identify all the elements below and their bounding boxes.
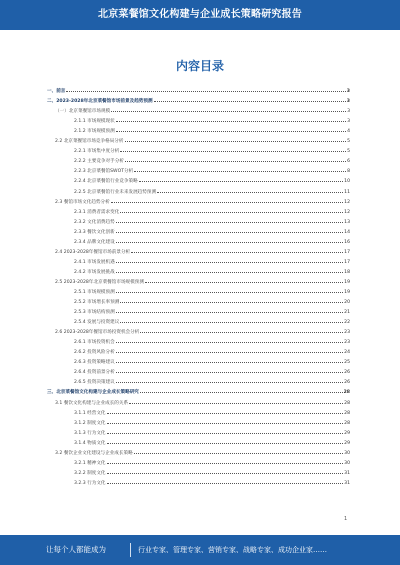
toc-leader-dots (120, 302, 343, 303)
toc-leader-dots (107, 413, 344, 414)
toc-leader-dots (116, 272, 343, 273)
toc-entry-page: 10 (344, 179, 350, 185)
toc-leader-dots (66, 91, 345, 92)
toc-entry-title: 2.2.1 市场集中度分析 (74, 149, 120, 155)
toc-entry[interactable] (47, 466, 350, 476)
toc-entry-page: 5 (347, 139, 350, 145)
toc-entry-title: 2.5.3 市场结构预测 (74, 310, 115, 316)
toc-entry-title: 3.2.2 制度文化 (74, 470, 106, 476)
toc-leader-dots (116, 262, 343, 263)
footer-slogan: 让每个人都能成为 (46, 545, 106, 554)
toc-leader-dots (107, 463, 344, 464)
toc-entry[interactable] (47, 325, 350, 335)
toc-entry-title: 3.1.2 制度文化 (74, 420, 106, 426)
toc-entry-title: 2.2.4 北京菜餐馆行业竞争策略 (74, 179, 138, 185)
toc-entry-page: 13 (344, 219, 350, 225)
toc-entry-title: （一）北京菜餐馆市场规模 (55, 109, 111, 115)
toc-entry[interactable] (47, 335, 350, 345)
toc-entry[interactable] (47, 84, 350, 94)
toc-entry-page: 17 (344, 249, 350, 255)
toc-entry-page: 28 (344, 420, 350, 426)
toc-entry-title: 二、2023-2028年北京菜餐馆市场前景及趋势预测 (47, 99, 153, 105)
toc-entry-page: 18 (344, 269, 350, 275)
toc-entry[interactable] (47, 365, 350, 375)
toc-leader-dots (120, 212, 343, 213)
toc-entry[interactable] (47, 416, 350, 426)
toc-entry[interactable] (47, 456, 350, 466)
toc-entry-title: 2.5 2023-2028年北京菜餐馆市场规模预测 (55, 279, 144, 285)
toc-leader-dots (140, 332, 343, 333)
toc-entry[interactable] (47, 275, 350, 285)
toc-leader-dots (145, 282, 343, 283)
toc-entry[interactable] (47, 195, 350, 205)
toc-entry-page: 30 (344, 460, 350, 466)
toc-leader-dots (154, 101, 346, 102)
toc-entry[interactable] (47, 315, 350, 325)
toc-entry-title: 3.1.4 物质文化 (74, 440, 106, 446)
toc-entry[interactable] (47, 174, 350, 184)
toc-entry-page: 29 (344, 430, 350, 436)
toc-leader-dots (116, 372, 343, 373)
toc-leader-dots (125, 161, 346, 162)
toc-entry-title: 2.1.2 市场规模预测 (74, 129, 115, 135)
toc-entry-title: 3.1.1 经营文化 (74, 410, 106, 416)
footer-tagline: 行业专家、管理专家、营销专家、战略专家、成功企业家…… (138, 546, 327, 554)
toc-entry-page: 21 (344, 310, 350, 316)
toc-entry-page: 31 (344, 480, 350, 486)
toc-entry-page: 19 (344, 279, 350, 285)
toc-entry-title: 2.3.4 品牌文化建设 (74, 239, 115, 245)
toc-entry-page: 3 (346, 99, 350, 105)
toc-entry-title: 3.2.3 行为文化 (74, 480, 106, 486)
toc-entry[interactable] (47, 94, 350, 104)
toc-entry-page: 8 (347, 169, 350, 175)
toc-entry-page: 12 (344, 199, 350, 205)
toc-entry-page: 26 (344, 380, 350, 386)
toc-entry[interactable] (47, 395, 350, 405)
toc-leader-dots (116, 292, 343, 293)
toc-entry-title: 2.4 2023-2028年餐馆市场前景分析 (55, 249, 131, 255)
toc-entry-page: 30 (344, 450, 350, 456)
toc-entry-title: 三、北京菜餐馆文化构建与企业成长策略研究 (47, 390, 139, 396)
toc-entry[interactable] (47, 355, 350, 365)
toc-entry-page: 16 (344, 239, 350, 245)
toc-entry[interactable] (47, 114, 350, 124)
toc-entry[interactable] (47, 345, 350, 355)
toc-leader-dots (116, 232, 343, 233)
toc-leader-dots (116, 121, 346, 122)
toc-entry-page: 6 (347, 159, 350, 165)
toc-entry-page: 24 (344, 350, 350, 356)
toc-leader-dots (134, 453, 343, 454)
toc-entry[interactable] (47, 426, 350, 436)
toc-entry[interactable] (47, 225, 350, 235)
toc-entry-page: 12 (344, 209, 350, 215)
toc-entry[interactable] (47, 436, 350, 446)
toc-entry-title: 3.1.3 行为文化 (74, 430, 106, 436)
toc-entry[interactable] (47, 295, 350, 305)
toc-entry-page: 28 (344, 410, 350, 416)
toc-entry[interactable] (47, 385, 350, 395)
toc-entry-title: 3.2.1 精神文化 (74, 460, 106, 466)
toc-entry-title: 2.5.4 发展与投资建议 (74, 320, 120, 326)
toc-leader-dots (120, 151, 346, 152)
toc-entry-page: 23 (344, 330, 350, 336)
top-banner (0, 0, 400, 30)
toc-entry-title: 2.5.1 市场规模预测 (74, 289, 115, 295)
toc-leader-dots (157, 192, 343, 193)
toc-entry[interactable] (47, 205, 350, 215)
toc-entry-page: 25 (344, 360, 350, 366)
toc-entry-title: 2.3.2 文化消费趋势 (74, 219, 115, 225)
toc-leader-dots (116, 242, 343, 243)
toc-leader-dots (107, 433, 344, 434)
toc-entry-title: 2.3 餐馆市场文化趋势分析 (55, 199, 110, 205)
toc-entry[interactable] (47, 235, 350, 245)
toc-leader-dots (111, 202, 343, 203)
toc-leader-dots (116, 312, 343, 313)
toc-entry-page: 28 (343, 390, 350, 396)
toc-entry-page: 17 (344, 259, 350, 265)
toc-leader-dots (134, 171, 346, 172)
toc-leader-dots (116, 131, 346, 132)
toc-entry-page: 19 (344, 289, 350, 295)
toc-entry-title: 2.3.3 餐饮文化创新 (74, 229, 115, 235)
toc-entry[interactable] (47, 285, 350, 295)
toc-entry-page: 14 (344, 229, 350, 235)
toc-leader-dots (107, 483, 344, 484)
toc-leader-dots (116, 342, 343, 343)
toc-entry-title: 2.6.5 投资决策建议 (74, 380, 115, 386)
toc-entry-title: 2.6.1 市场投资机会 (74, 340, 115, 346)
toc-entry[interactable] (47, 134, 350, 144)
toc-entry-page: 31 (344, 470, 350, 476)
toc-leader-dots (116, 222, 343, 223)
toc-entry[interactable] (47, 446, 350, 456)
toc-entry-page: 3 (347, 119, 350, 125)
footer-divider (130, 543, 131, 557)
toc-leader-dots (111, 111, 346, 112)
toc-entry[interactable] (47, 476, 350, 486)
toc-entry-title: 2.6.2 投资风险分析 (74, 350, 115, 356)
toc-entry[interactable] (47, 104, 350, 114)
toc-leader-dots (107, 423, 344, 424)
toc-entry-title: 3.1 餐饮文化构建与企业成长的关系 (55, 400, 129, 406)
toc-entry-page: 20 (344, 300, 350, 306)
toc-entry-title: 2.5.2 市场增长率预测 (74, 300, 120, 306)
table-of-contents (47, 84, 350, 486)
toc-leader-dots (120, 322, 343, 323)
toc-entry[interactable] (47, 305, 350, 315)
toc-entry-page: 4 (347, 129, 350, 135)
toc-entry-page: 5 (347, 149, 350, 155)
document-title: 北京菜餐馆文化构建与企业成长策略研究报告 (98, 9, 302, 20)
toc-entry-page: 23 (344, 340, 350, 346)
toc-entry-title: 2.6.3 投资策略建议 (74, 360, 115, 366)
toc-entry[interactable] (47, 255, 350, 265)
toc-entry-page: 29 (344, 440, 350, 446)
toc-entry-title: 2.3.1 消费者需求变化 (74, 209, 120, 215)
page-marker: 1 (344, 516, 348, 522)
toc-entry-page: 3 (347, 109, 350, 115)
toc-entry[interactable] (47, 144, 350, 154)
toc-leader-dots (107, 473, 344, 474)
toc-entry[interactable] (47, 215, 350, 225)
toc-entry[interactable] (47, 164, 350, 174)
toc-entry-title: 2.2.3 北京菜餐馆SWOT分析 (74, 169, 134, 175)
toc-entry[interactable] (47, 154, 350, 164)
toc-leader-dots (116, 362, 343, 363)
toc-leader-dots (140, 392, 343, 393)
toc-entry-title: 2.4.2 市场发展挑战 (74, 269, 115, 275)
toc-heading: 内容目录 (175, 59, 224, 73)
toc-entry[interactable] (47, 375, 350, 385)
toc-entry-title: 2.6 2023-2028年餐馆市场投资机会分析 (55, 330, 140, 336)
toc-entry-page: 3 (346, 89, 350, 95)
toc-leader-dots (139, 181, 343, 182)
toc-entry[interactable] (47, 265, 350, 275)
toc-entry-title: 2.4.1 市场发展机遇 (74, 259, 115, 265)
bottom-banner (0, 535, 400, 565)
toc-entry[interactable] (47, 245, 350, 255)
toc-entry[interactable] (47, 124, 350, 134)
toc-leader-dots (116, 352, 343, 353)
toc-leader-dots (107, 443, 344, 444)
toc-entry-page: 11 (344, 189, 350, 195)
toc-entry-title: 2.6.4 投资前景分析 (74, 370, 115, 376)
toc-entry-title: 2.2 北京菜餐馆市场竞争格局分析 (55, 139, 124, 145)
toc-entry-title: 2.1.1 市场规模现状 (74, 119, 115, 125)
toc-entry-page: 28 (344, 400, 350, 406)
toc-entry-title: 一、前言 (47, 89, 66, 95)
toc-entry-title: 3.2 餐饮企业文化建设与企业成长策略 (55, 450, 133, 456)
toc-entry[interactable] (47, 184, 350, 194)
toc-leader-dots (116, 382, 343, 383)
toc-leader-dots (131, 252, 343, 253)
toc-leader-dots (129, 403, 343, 404)
toc-entry-page: 22 (344, 320, 350, 326)
toc-entry-title: 2.2.2 主要竞争对手分析 (74, 159, 124, 165)
toc-entry[interactable] (47, 406, 350, 416)
toc-leader-dots (125, 141, 347, 142)
toc-entry-page: 26 (344, 370, 350, 376)
toc-entry-title: 2.2.5 北京菜餐馆行业未来发展趋势预测 (74, 189, 157, 195)
